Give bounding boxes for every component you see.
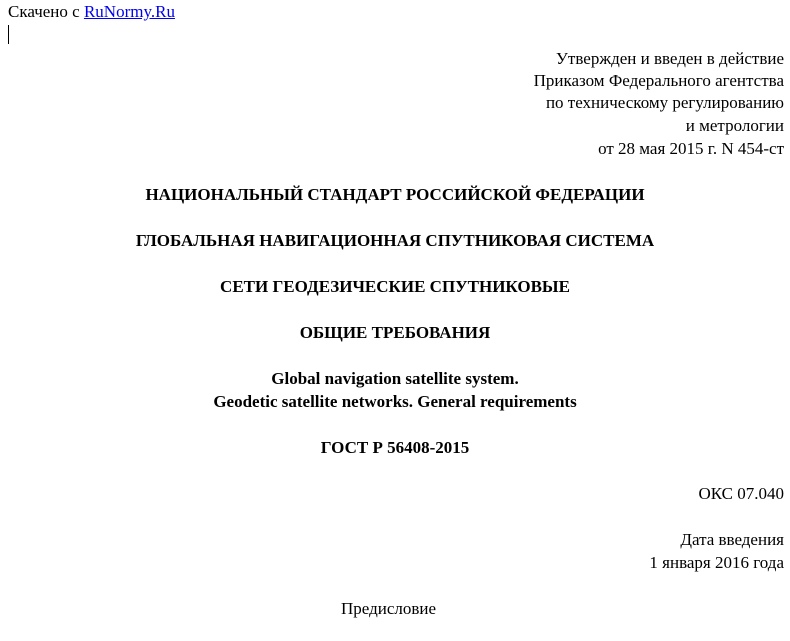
runormy-link[interactable]: RuNormy.Ru	[83, 2, 175, 21]
system-title: ГЛОБАЛЬНАЯ НАВИГАЦИОННАЯ СПУТНИКОВАЯ СИСТЕМА	[135, 231, 655, 250]
gost-number: ГОСТ Р 56408-2015	[320, 438, 470, 457]
approval-line: Приказом Федерального агентства	[533, 71, 784, 90]
approval-line: и метрологии	[685, 116, 784, 135]
source-line	[8, 3, 175, 20]
networks-title: СЕТИ ГЕОДЕЗИЧЕСКИЕ СПУТНИКОВЫЕ	[220, 277, 570, 296]
english-title-line-2: Geodetic satellite networks. General requirements	[213, 392, 577, 411]
introduction-label: Дата введения	[680, 530, 784, 549]
approval-line: от 28 мая 2015 г. N 454-ст	[598, 139, 784, 158]
oks-code: ОКС 07.040	[698, 484, 784, 503]
source-prefix: Скачено с	[8, 2, 80, 21]
requirements-title: ОБЩИЕ ТРЕБОВАНИЯ	[299, 323, 491, 342]
english-title-line-1: Global navigation satellite system.	[271, 369, 519, 388]
approval-line: Утвержден и введен в действие	[555, 49, 784, 68]
approval-line: по техническому регулированию	[545, 93, 784, 112]
text-caret	[8, 25, 9, 44]
national-standard-title: НАЦИОНАЛЬНЫЙ СТАНДАРТ РОССИЙСКОЙ ФЕДЕРАЦИИ	[145, 185, 645, 204]
introduction-date: 1 января 2016 года	[649, 553, 784, 572]
foreword-heading: Предисловие	[341, 599, 437, 618]
